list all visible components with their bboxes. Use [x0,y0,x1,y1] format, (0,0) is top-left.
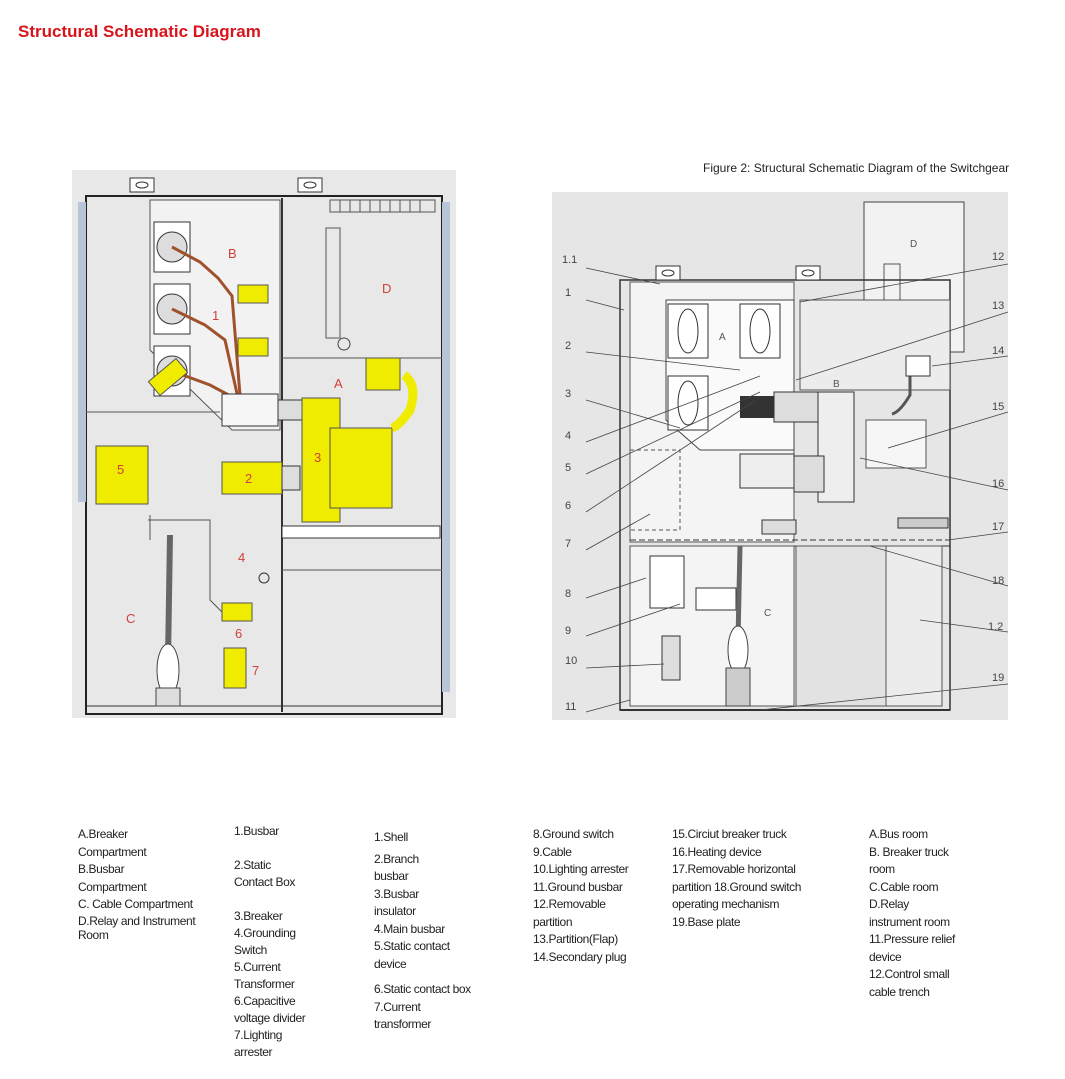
room-label-b: B [228,246,237,261]
legend-line: Transformer [234,977,295,991]
callout-9: 9 [565,625,572,637]
legend-line: 17.Removable horizontal [672,862,796,876]
legend-line: cable trench [869,984,930,999]
legend-line: Switch [234,943,267,957]
right-switchgear-diagram [552,190,1010,722]
right-room-label-a: A [719,332,726,343]
legend-line: partition [533,914,573,929]
legend-line: 1.Busbar [234,824,279,838]
legend-line: 4.Main busbar [374,921,445,936]
legend-line: 5.Static contact [374,939,450,953]
legend-line: voltage divider [234,1011,306,1025]
callout-17: 17 [992,521,1005,533]
legend-line: Room [78,927,109,942]
legend-line: 9.Cable [533,844,572,859]
legend-line: 8.Ground switch [533,827,614,841]
legend-line: 11.Pressure relief [869,932,955,946]
legend-line: 16.Heating device [672,844,762,859]
component-number-2: 2 [245,471,253,486]
legend-line: device [374,956,407,971]
callout-16: 16 [992,478,1005,490]
legend-line: 3.Busbar [374,886,419,901]
room-label-c: C [126,611,136,626]
legend-line: D.Relay [869,897,909,911]
legend-line: operating mechanism [672,897,780,911]
legend-line: B. Breaker truck [869,844,949,859]
legend-line: busbar [374,869,409,883]
legend-line: C. Cable Compartment [78,897,193,911]
callout-3: 3 [565,388,572,400]
legend-line: instrument room [869,914,950,929]
legend-line: Compartment [78,879,147,894]
page-title: Structural Schematic Diagram [18,22,261,41]
legend-line: 7.Current [374,999,421,1014]
legend-line [234,891,349,908]
left-switchgear-diagram [72,168,458,720]
legend-line: A.Breaker [78,827,128,841]
legend-line: C.Cable room [869,879,939,894]
room-label-d: D [382,281,392,296]
callout-6: 6 [565,500,572,512]
legend-line: 14.Secondary plug [533,949,627,964]
legend-line: 2.Branch [374,851,419,866]
component-number-4: 4 [238,550,246,565]
legend-line: B.Busbar [78,862,125,876]
legend-line: 1.Shell [374,830,408,844]
room-label-a: A [334,376,343,391]
callout-2: 2 [565,340,572,352]
legend-components-left [234,823,349,1061]
callout-11: 11 [565,701,577,713]
legend-components-mid [374,829,514,1034]
callout-12: 12 [992,251,1005,263]
callout-19: 19 [992,672,1005,684]
legend-components-right [533,826,663,966]
figure-caption: Figure 2: Structural Schematic Diagram of the Switchgear [703,161,1010,175]
legend-line: 2.Static [234,858,271,872]
legend-line: 3.Breaker [234,909,283,923]
legend-line: transformer [374,1017,431,1031]
legend-line: D.Relay and Instrument [78,913,196,928]
legend-line: Contact Box [234,875,295,889]
legend-line [374,973,514,981]
component-number-6: 6 [235,626,243,641]
right-room-label-b: B [833,379,840,390]
legend-rooms-left [78,826,223,942]
callout-14: 14 [992,345,1005,357]
legend-line: 6.Static contact box [374,982,471,996]
callout-8: 8 [565,588,572,600]
legend-line: partition 18.Ground switch [672,879,802,894]
right-room-label-d: D [910,239,918,250]
legend-line: device [869,949,902,964]
legend-line: arrester [234,1045,273,1059]
legend-line: 19.Base plate [672,914,741,929]
legend-line: 13.Partition(Flap) [533,932,618,946]
component-number-1: 1 [212,308,220,323]
legend-line: 5.Current [234,960,281,974]
callout-5: 5 [565,462,572,474]
legend-line: 12.Removable [533,897,606,911]
callout-7: 7 [565,538,572,550]
callout-1-1: 1.1 [562,254,578,266]
legend-components-far-right [672,826,822,931]
legend-line: A.Bus room [869,827,928,841]
legend-line: room [869,862,895,876]
callout-13: 13 [992,300,1005,312]
legend-line: 15.Circiut breaker truck [672,827,787,841]
right-room-label-c: C [764,608,772,619]
legend-rooms-right [869,826,999,1001]
callout-10: 10 [565,655,578,667]
callout-1: 1 [565,287,572,299]
callout-18: 18 [992,575,1005,587]
legend-line: Compartment [78,844,147,859]
component-number-3: 3 [314,450,322,465]
legend-line: 6.Capacitive [234,994,296,1008]
legend-line: 12.Control small [869,967,950,981]
callout-15: 15 [992,401,1005,413]
legend-line: insulator [374,904,416,918]
component-number-5: 5 [117,462,125,477]
legend-line: 7.Lighting [234,1028,283,1042]
legend-line: 11.Ground busbar [533,879,623,894]
legend-line: 4.Grounding [234,926,296,940]
legend-line [234,840,349,857]
callout-1-2: 1.2 [988,621,1004,633]
component-number-7: 7 [252,663,260,678]
legend-line: 10.Lighting arrester [533,862,629,876]
callout-4: 4 [565,430,572,442]
